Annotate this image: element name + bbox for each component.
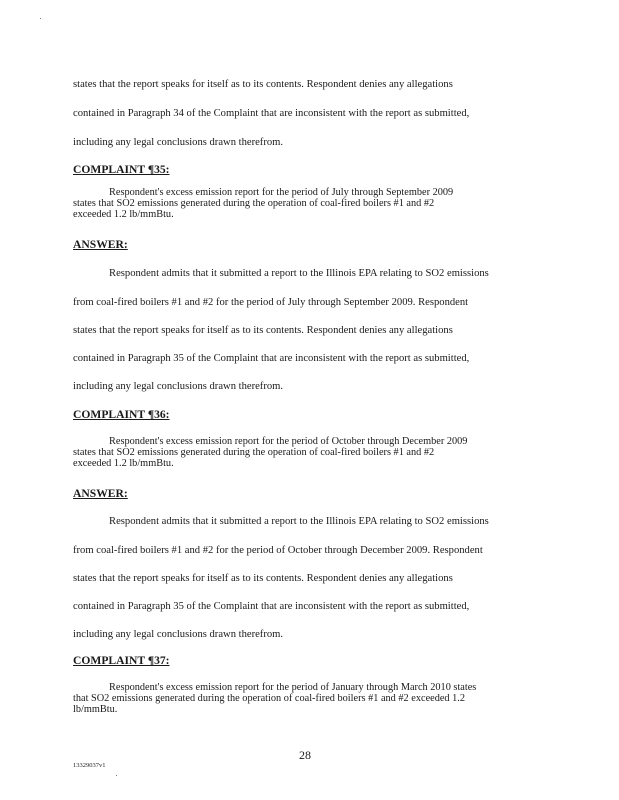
answer-line: states that the report speaks for itself as to its contents. Respondent denies any allegations [73, 573, 453, 584]
scan-speck [40, 18, 41, 19]
document-code: 13329037v1 [73, 762, 106, 769]
answer-line: contained in Paragraph 35 of the Complaint that are inconsistent with the report as submitted, [73, 601, 470, 612]
complaint-heading: COMPLAINT ¶37: [73, 654, 170, 667]
body-line: including any legal conclusions drawn therefrom. [73, 137, 284, 148]
complaint-line: that SO2 emissions generated during the operation of coal-fired boilers #1 and #2 exceeded 1.2 [73, 693, 466, 704]
complaint-line: Respondent's excess emission report for the period of July through September 2009 [109, 187, 454, 198]
complaint-line: Respondent's excess emission report for the period of January through March 2010 states [109, 682, 477, 693]
complaint-line: Respondent's excess emission report for the period of October through December 2009 [109, 436, 468, 447]
complaint-line: exceeded 1.2 lb/mmBtu. [73, 458, 174, 469]
answer-line: Respondent admits that it submitted a report to the Illinois EPA relating to SO2 emissions [109, 516, 489, 527]
answer-line: including any legal conclusions drawn therefrom. [73, 629, 284, 640]
answer-line: including any legal conclusions drawn therefrom. [73, 381, 284, 392]
answer-line: from coal-fired boilers #1 and #2 for the period of October through December 2009. Respondent [73, 545, 483, 556]
complaint-line: states that SO2 emissions generated during the operation of coal-fired boilers #1 and #2 [73, 447, 435, 458]
complaint-heading: COMPLAINT ¶36: [73, 408, 170, 421]
scan-speck [116, 775, 117, 776]
body-line: contained in Paragraph 34 of the Complaint that are inconsistent with the report as submitted, [73, 108, 470, 119]
answer-heading: ANSWER: [73, 487, 128, 500]
answer-line: states that the report speaks for itself as to its contents. Respondent denies any allegations [73, 325, 453, 336]
complaint-heading: COMPLAINT ¶35: [73, 163, 170, 176]
answer-line: from coal-fired boilers #1 and #2 for the period of July through September 2009. Respondent [73, 297, 469, 308]
answer-line: contained in Paragraph 35 of the Complaint that are inconsistent with the report as submitted, [73, 353, 470, 364]
complaint-line: states that SO2 emissions generated during the operation of coal-fired boilers #1 and #2 [73, 198, 435, 209]
body-line: states that the report speaks for itself as to its contents. Respondent denies any allegations [73, 79, 453, 90]
page-number: 28 [299, 748, 311, 762]
complaint-line: exceeded 1.2 lb/mmBtu. [73, 209, 174, 220]
complaint-line: lb/mmBtu. [73, 704, 118, 715]
answer-heading: ANSWER: [73, 238, 128, 251]
answer-line: Respondent admits that it submitted a report to the Illinois EPA relating to SO2 emissions [109, 268, 489, 279]
